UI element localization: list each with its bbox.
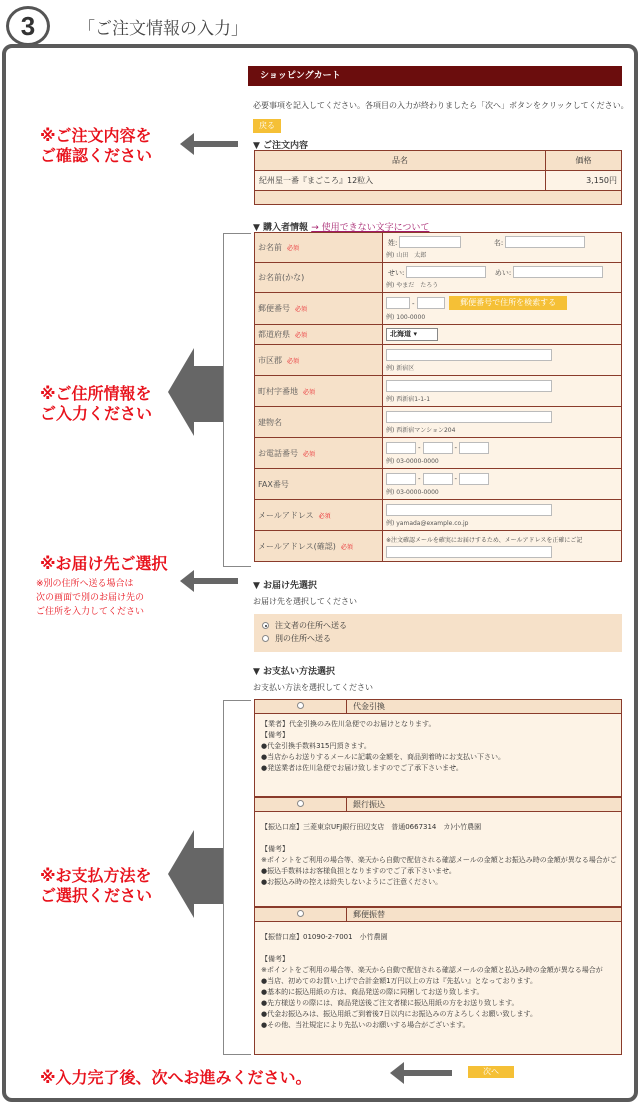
step-number-badge: 3 [6,6,50,46]
building-input[interactable] [386,411,552,423]
zip-first-input[interactable] [386,297,410,309]
zip-search-button[interactable]: 郵便番号で住所を検索する [449,296,567,310]
bracket-payment [223,700,251,1055]
payment-method-details: 【振替口座】01090-2-7001 小竹農園 【備考】 ※ポイントをご利用の場合等、楽天から自動で配信される確認メールの金額と払込み時の金額が異なる場合が ●当店、初めてのお買い上げで合計金額1万円以上の方は『先払い』となっております。 ●基本的に振込用紙の方は、商品発送の際に同梱してお送り致します。 ●先方様送りの際には、商品発送後ご注文者様に振込用紙の方をお送り致します。 ●代金お振込みは、振込用紙ご到着後7日以内にお振込みの方よろしくお願い致します。 ●その他、当社規定により先払いのお願いする場合がございます。 [261,933,603,1029]
email-confirm-label: メールアドレス(確認) 必須 [255,531,383,562]
email-input[interactable] [386,504,552,516]
payment-method-name: 代金引換 [353,702,385,711]
bracket-address [223,233,251,567]
shipping-options [254,614,622,652]
fax-first-input[interactable] [386,473,416,485]
back-button[interactable]: 戻る [253,119,281,133]
arrow-shaft [192,141,238,147]
city-label: 市区郡 必須 [255,345,383,376]
cart-header-bar: ショッピングカート [248,66,622,86]
order-col-item: 品名 [255,151,546,171]
zip-label: 郵便番号 必須 [255,293,383,325]
big-arrow-left-icon [168,830,194,918]
payment-method-bank [254,797,622,907]
email-label: メールアドレス 必須 [255,500,383,531]
payment-method-details: 【業者】代金引換のみ佐川急便でのお届けとなります。 【備考】 ●代金引換手数料315円頂きます。 ●当店からお送りするメールに記載の金額を、商品到着時にお支払い下さい。 ●発送業者は佐川急便でお届け致しますのでご了承下さいませ。 [261,720,505,772]
note-shipping: ※お届け先ご選択 [40,554,168,573]
payment-method-details: 【振込口座】三菱東京UFJ銀行田辺支店 普通0667314 カ)小竹農園 【備考】 ※ポイントをご利用の場合等、楽天から自動で配信される確認メールの金額とお振込み時の金額が異なる場合がご ●振込手数料はお客様負担となりますのでご了承下さいませ。 ●お振込み時の控えは紛失しないようにご注意ください。 [261,823,617,886]
order-item-name: 紀州星一番『まごころ』12粒入 [255,171,546,191]
payment-method-postal [254,907,622,1055]
step-title: 「ご注文情報の入力」 [78,19,248,39]
cart-instruction: 必要事項を記入してください。各項目の入力が終わりましたら「次へ」ボタンをクリックしてください。 [253,101,629,110]
name-label: お名前 必須 [255,233,383,263]
first-name-kana-input[interactable] [513,266,603,278]
note-done: ※入力完了後、次へお進みください。 [40,1068,312,1087]
prefecture-select[interactable]: 北海道 ▾ [386,328,438,341]
order-item-price: 3,150円 [546,171,622,191]
street-input[interactable] [386,380,552,392]
first-name-input[interactable] [505,236,585,248]
email-confirm-input[interactable] [386,546,552,558]
radio-icon[interactable] [262,635,269,642]
required-mark: 必須 [287,245,300,252]
note-order: ※ご注文内容を ご確認ください [40,126,153,165]
unusable-chars-link[interactable]: → 使用できない文字について [311,223,430,233]
fax-second-input[interactable] [423,473,453,485]
next-button[interactable]: 次へ [468,1066,514,1078]
chevron-down-icon: ▾ [413,330,417,338]
shipping-heading: ▼ お届け先選択 [253,581,318,591]
big-arrow-body [193,366,223,422]
payment-sub: お支払い方法を選択してください [253,683,373,692]
table-row [255,171,622,191]
arrow-shaft [192,578,238,584]
tel-second-input[interactable] [423,442,453,454]
building-label: 建物名 [255,407,383,438]
payment-method-name: 銀行振込 [353,800,385,809]
radio-icon[interactable] [297,702,304,709]
kana-label: お名前(かな) [255,263,383,293]
tel-label: お電話番号 必須 [255,438,383,469]
payment-method-name: 郵便振替 [353,910,385,919]
fax-third-input[interactable] [459,473,489,485]
order-spacer-row [255,191,622,205]
shipping-option-other[interactable]: 別の住所へ送る [262,633,614,646]
radio-icon[interactable] [297,800,304,807]
order-col-price: 価格 [546,151,622,171]
shipping-option-self[interactable]: 注文者の住所へ送る [262,620,614,633]
buyer-heading: ▼ 購入者情報 → 使用できない文字について [253,223,430,233]
email-confirm-note: ※注文確認メールを確実にお届けするため、メールアドレスを正確にご記 [386,536,583,544]
city-input[interactable] [386,349,552,361]
tel-third-input[interactable] [459,442,489,454]
order-table [254,150,622,205]
shipping-sub: お届け先を選択してください [253,597,357,606]
note-shipping-sub: ※別の住所へ送る場合は 次の画面で別のお届け先の ご住所を入力してください [36,579,145,617]
payment-method-cod [254,699,622,797]
radio-selected-icon[interactable] [262,622,269,629]
prefecture-label: 都道府県 必須 [255,325,383,345]
big-arrow-body [193,848,223,904]
big-arrow-left-icon [168,348,194,436]
note-address: ※ご住所情報を ご入力ください [40,384,153,423]
tel-first-input[interactable] [386,442,416,454]
payment-heading: ▼ お支払い方法選択 [253,667,336,677]
radio-icon[interactable] [297,910,304,917]
note-payment: ※お支払方法を ご選択ください [40,866,153,905]
last-name-kana-input[interactable] [406,266,486,278]
last-name-input[interactable] [399,236,461,248]
buyer-form: お名前 必須 姓: 名: 例) 山田 太郎 お名前(かな) せい: めい: 例) やまだ たろう 郵便番号 必須 - 郵便番号で住所を検索する 例) 100-0000 都道府県 必須 北海道 ▾ 市区郡 必須 例) 新宿区 町村字番地 必須 例) 西新宿1-1-1 建物名 例) 西新宿マンション204 お電話番号 必須 - - 例) 03-0000-0000 FAX番号 - - 例) 03-0000-0000 メールアドレス 必須 例) yamada@example.co.jp メールアドレス(確認) 必須 ※注文確認メールを確実にお届けするため、メールアドレスを正確にご記 [254,232,622,562]
order-heading: ▼ ご注文内容 [253,141,309,151]
street-label: 町村字番地 必須 [255,376,383,407]
arrow-shaft [402,1070,452,1076]
zip-second-input[interactable] [417,297,445,309]
fax-label: FAX番号 [255,469,383,500]
